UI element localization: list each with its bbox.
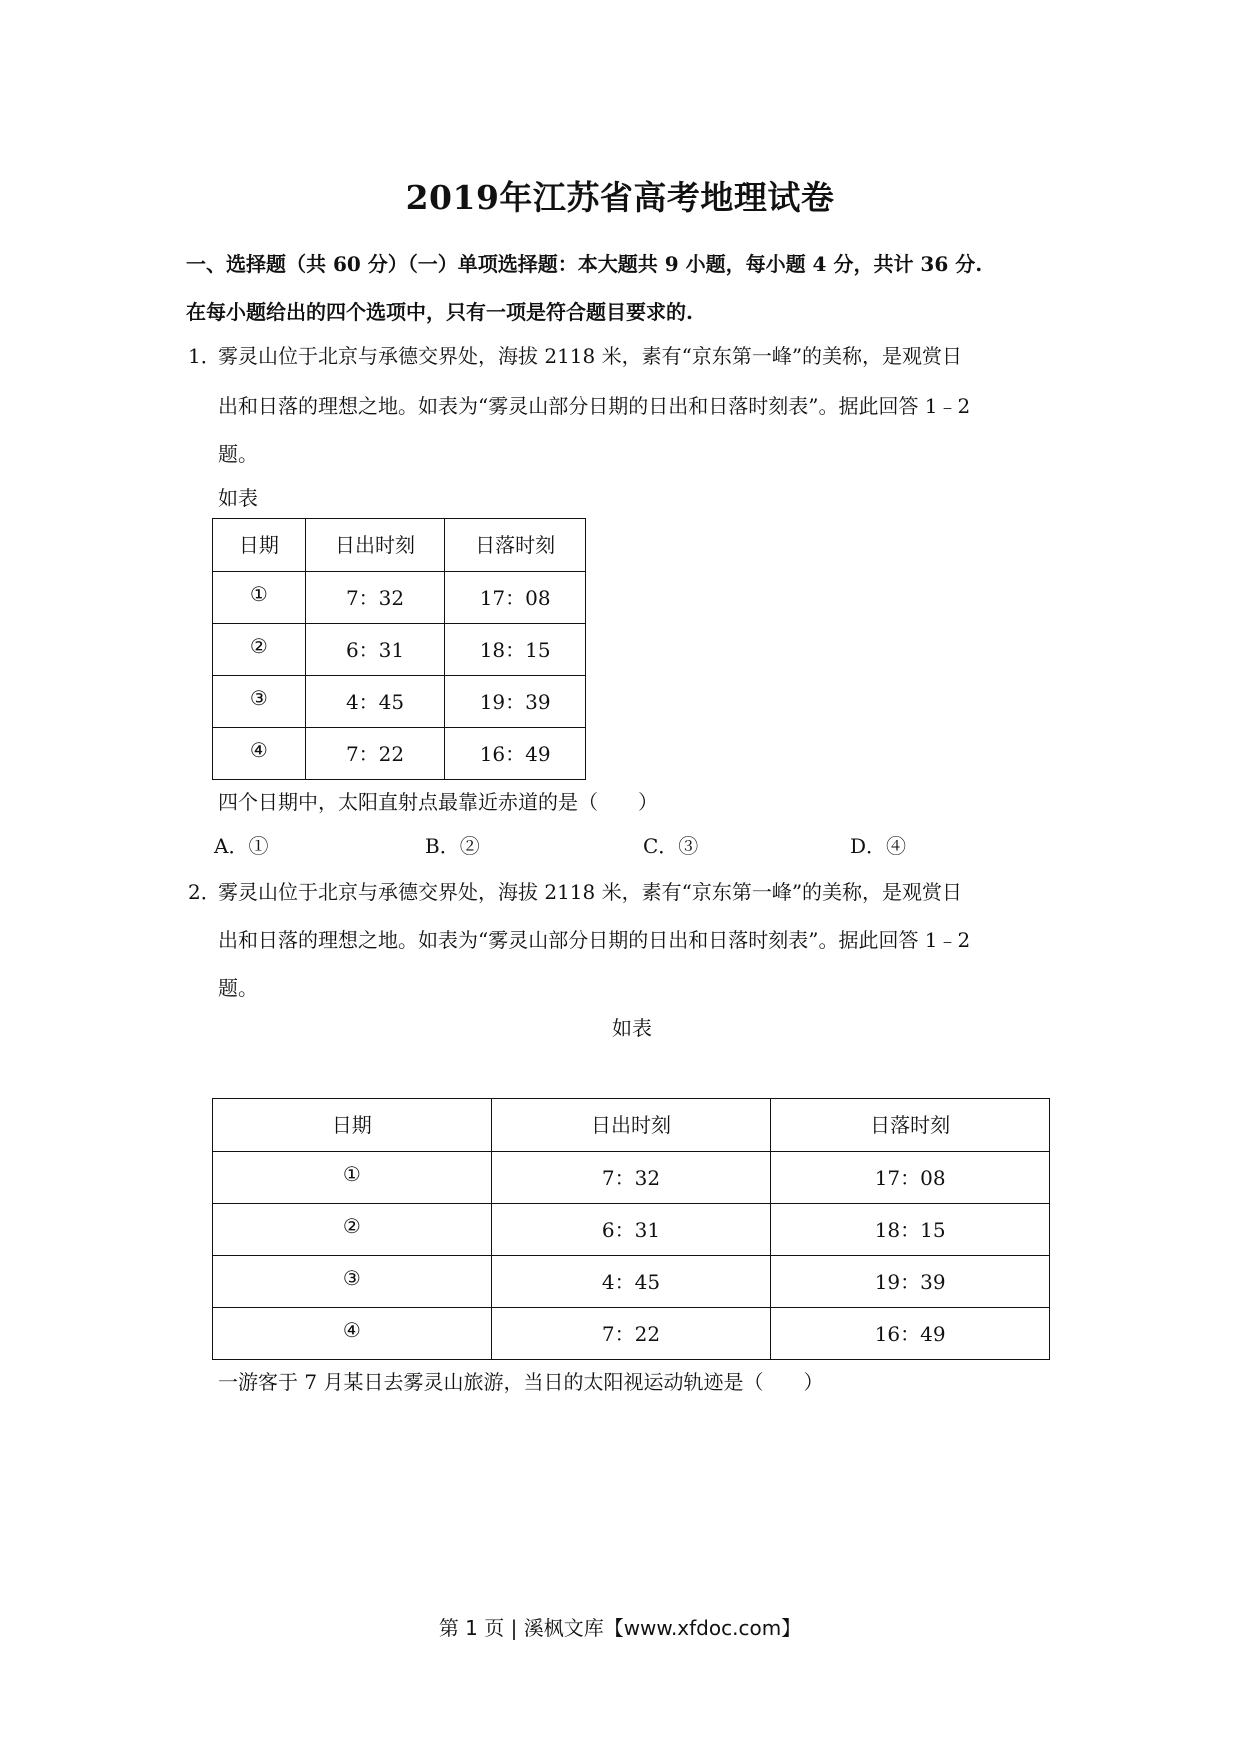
- table-cell: 6：31: [305, 624, 445, 676]
- q2-table-caption: 如表: [612, 1016, 652, 1040]
- q2-table: [212, 1098, 1050, 1360]
- q1-text-line-1: 雾灵山位于北京与承德交界处，海拔 2118 米，素有“京东第一峰”的美称，是观赏日: [218, 344, 963, 368]
- table-cell: 7：22: [491, 1308, 771, 1360]
- section-heading-line-1: 一、选择题（共 60 分）（一）单项选择题：本大题共 9 小题，每小题 4 分，共计 36 分.: [186, 252, 983, 276]
- table-cell: ②: [213, 1204, 492, 1256]
- table-row: [213, 676, 586, 728]
- document-title: 2019年江苏省高考地理试卷: [405, 178, 835, 217]
- q1-option-c[interactable]: C．③: [643, 834, 699, 858]
- table-header-cell: 日期: [213, 1099, 492, 1152]
- q1-option-d[interactable]: D．④: [850, 834, 907, 858]
- table-row: [213, 624, 586, 676]
- q1-table: [212, 518, 586, 780]
- table-cell: ①: [213, 1152, 492, 1204]
- q1-number: 1．: [188, 344, 221, 368]
- table-cell: 19：39: [445, 676, 586, 728]
- table-cell: 6：31: [491, 1204, 771, 1256]
- q2-text-line-2: 出和日落的理想之地。如表为“雾灵山部分日期的日出和日落时刻表”。据此回答 1﹣2: [218, 928, 971, 952]
- table-cell: ④: [213, 728, 306, 780]
- q1-table-caption: 如表: [218, 486, 258, 510]
- table-row: [213, 1308, 1050, 1360]
- table-header-row: [213, 519, 586, 572]
- table-cell: 7：32: [491, 1152, 771, 1204]
- section-heading-line-2: 在每小题给出的四个选项中，只有一项是符合题目要求的.: [186, 300, 693, 324]
- table-cell: 4：45: [305, 676, 445, 728]
- table-header-cell: 日落时刻: [771, 1099, 1050, 1152]
- page-footer: 第 1 页 | 溪枫文库【www.xfdoc.com】: [438, 1616, 802, 1640]
- table-header-row: [213, 1099, 1050, 1152]
- table-cell: 4：45: [491, 1256, 771, 1308]
- table-cell: 19：39: [771, 1256, 1050, 1308]
- q1-text-line-3: 题。: [218, 442, 258, 466]
- table-cell: ③: [213, 676, 306, 728]
- q2-number: 2．: [188, 880, 221, 904]
- table-header-cell: 日落时刻: [445, 519, 586, 572]
- q2-text-line-1: 雾灵山位于北京与承德交界处，海拔 2118 米，素有“京东第一峰”的美称，是观赏日: [218, 880, 963, 904]
- table-cell: 17：08: [445, 572, 586, 624]
- table-cell: ④: [213, 1308, 492, 1360]
- q1-option-b[interactable]: B．②: [425, 834, 480, 858]
- table-cell: ③: [213, 1256, 492, 1308]
- table-cell: 16：49: [445, 728, 586, 780]
- q1-question: 四个日期中，太阳直射点最靠近赤道的是（ ）: [218, 790, 658, 814]
- table-cell: ①: [213, 572, 306, 624]
- table-cell: 7：32: [305, 572, 445, 624]
- table-header-cell: 日期: [213, 519, 306, 572]
- table-cell: 18：15: [445, 624, 586, 676]
- table-row: [213, 572, 586, 624]
- table-row: [213, 1256, 1050, 1308]
- q2-question: 一游客于 7 月某日去雾灵山旅游，当日的太阳视运动轨迹是（ ）: [218, 1370, 824, 1394]
- table-row: [213, 728, 586, 780]
- table-header-cell: 日出时刻: [305, 519, 445, 572]
- q1-text-line-2: 出和日落的理想之地。如表为“雾灵山部分日期的日出和日落时刻表”。据此回答 1﹣2: [218, 394, 971, 418]
- table-header-cell: 日出时刻: [491, 1099, 771, 1152]
- q1-option-a[interactable]: A．①: [214, 834, 269, 858]
- table-cell: ②: [213, 624, 306, 676]
- table-cell: 17：08: [771, 1152, 1050, 1204]
- table-cell: 7：22: [305, 728, 445, 780]
- table-cell: 18：15: [771, 1204, 1050, 1256]
- q2-text-line-3: 题。: [218, 976, 258, 1000]
- table-row: [213, 1152, 1050, 1204]
- table-row: [213, 1204, 1050, 1256]
- table-cell: 16：49: [771, 1308, 1050, 1360]
